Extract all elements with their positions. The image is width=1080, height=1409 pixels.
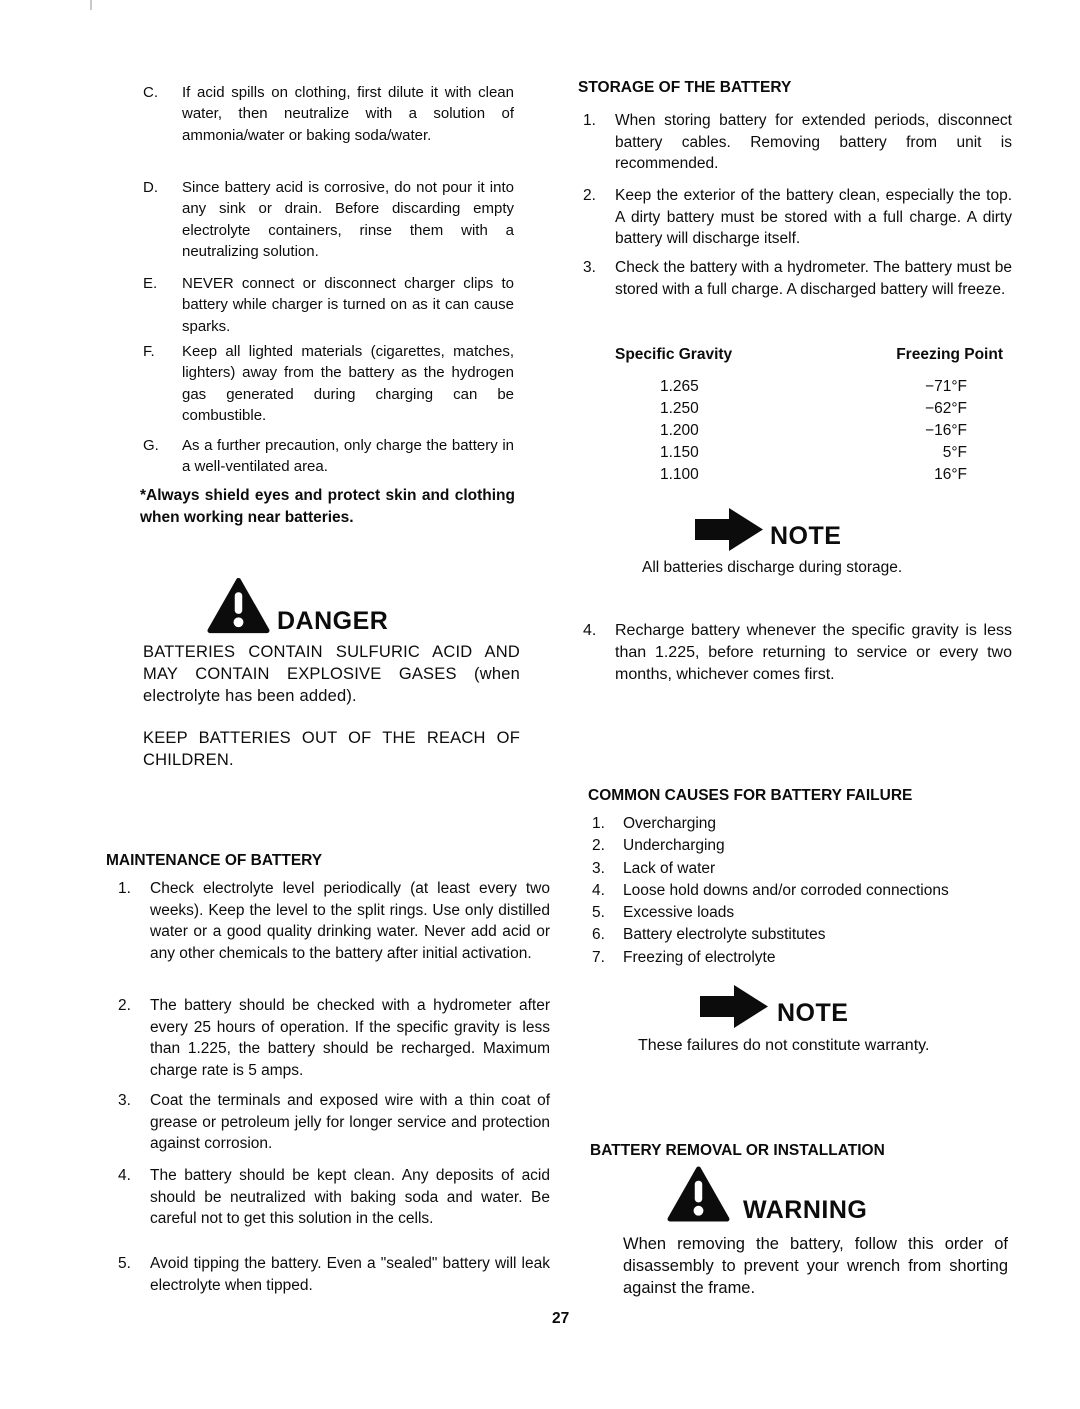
freezing-value: 5°F bbox=[942, 444, 967, 461]
freezing-value: 16°F bbox=[934, 466, 967, 483]
list-item-text: NEVER connect or disconnect charger clips to battery while charger is turned on as it can cause sparks. bbox=[182, 275, 514, 335]
gravity-freezing-table bbox=[583, 345, 1003, 497]
gravity-value: 1.200 bbox=[660, 422, 699, 439]
list-item-text: Freezing of electrolyte bbox=[623, 948, 776, 966]
list-item-text: Recharge battery whenever the specific gravity is less than 1.225, before returning to service or every two months, whichever comes first. bbox=[615, 622, 1012, 683]
list-item-text: The battery should be checked with a hydrometer after every 25 hours of operation. If the specific gravity is less than 1.225, the battery should be recharged. Maximum charge rate is 5 amps. bbox=[150, 997, 550, 1079]
table-row bbox=[583, 399, 1003, 419]
list-item bbox=[592, 924, 1022, 946]
list-item-text: Undercharging bbox=[623, 837, 725, 855]
scan-artifact bbox=[90, 0, 92, 10]
list-item bbox=[583, 185, 1012, 250]
list-item-label: 3. bbox=[592, 859, 605, 877]
freezing-value: −16°F bbox=[925, 422, 967, 439]
danger-paragraph-1: BATTERIES CONTAIN SULFURIC ACID AND MAY CONTAIN EXPLOSIVE GASES (when electrolyte has been added). bbox=[143, 643, 520, 705]
table-row bbox=[583, 421, 1003, 441]
table-col1-header: Specific Gravity bbox=[615, 346, 733, 363]
list-item bbox=[118, 995, 550, 1081]
list-item bbox=[592, 858, 1022, 880]
list-item-label: 1. bbox=[118, 880, 131, 897]
note-arrow-icon bbox=[695, 508, 763, 551]
list-item-text: Lack of water bbox=[623, 859, 716, 877]
list-item-label: E. bbox=[143, 275, 158, 292]
note-text: These failures do not constitute warranty. bbox=[638, 1037, 930, 1054]
list-item-text: When storing battery for extended periods, disconnect battery cables. Removing battery from unit is recommended. bbox=[615, 112, 1012, 172]
freezing-value: −62°F bbox=[925, 400, 967, 417]
list-item-label: 2. bbox=[118, 997, 131, 1014]
warning-triangle-icon bbox=[667, 1166, 730, 1223]
danger-paragraph-2: KEEP BATTERIES OUT OF THE REACH OF CHILDREN. bbox=[143, 729, 520, 769]
list-item-label: 3. bbox=[118, 1092, 131, 1109]
gravity-value: 1.265 bbox=[660, 378, 699, 395]
table-row bbox=[583, 377, 1003, 397]
list-item bbox=[143, 435, 514, 478]
list-item-text: If acid spills on clothing, first dilute it with clean water, then neutralize with a solution of ammonia/water or baking soda/water. bbox=[182, 84, 514, 144]
gravity-value: 1.150 bbox=[660, 444, 699, 461]
list-item bbox=[583, 257, 1012, 300]
list-item bbox=[143, 82, 514, 146]
gravity-value: 1.100 bbox=[660, 466, 699, 483]
list-item-text: Excessive loads bbox=[623, 904, 735, 922]
danger-heading: DANGER bbox=[277, 607, 389, 635]
list-item-label: 5. bbox=[118, 1255, 131, 1272]
list-item bbox=[592, 902, 1022, 924]
list-item-label: 5. bbox=[592, 904, 605, 922]
list-item bbox=[143, 341, 514, 426]
list-item bbox=[592, 947, 1022, 969]
list-item-label: D. bbox=[143, 179, 158, 196]
freezing-value: −71°F bbox=[925, 378, 967, 395]
failure-heading: COMMON CAUSES FOR BATTERY FAILURE bbox=[588, 787, 913, 804]
list-item-text: Loose hold downs and/or corroded connections bbox=[623, 881, 949, 899]
list-item-text: Check electrolyte level periodically (at least every two weeks). Keep the level to the split rings. Use only distilled water or a good quality drinking water. Never add acid or any other chemicals to the battery after initial activation. bbox=[150, 880, 550, 962]
list-item bbox=[583, 110, 1012, 175]
list-item bbox=[592, 813, 1022, 835]
list-item-text: Coat the terminals and exposed wire with a thin coat of grease or petroleum jelly for longer service and protection against corrosion. bbox=[150, 1092, 550, 1152]
list-item-label: 2. bbox=[583, 187, 596, 204]
table-row bbox=[583, 465, 1003, 485]
list-item bbox=[143, 273, 514, 337]
table-row bbox=[583, 443, 1003, 463]
list-item-label: 4. bbox=[592, 881, 605, 899]
list-item-label: 2. bbox=[592, 837, 605, 855]
maintenance-heading: MAINTENANCE OF BATTERY bbox=[106, 852, 323, 869]
list-item-label: 4. bbox=[118, 1167, 131, 1184]
failure-list bbox=[592, 813, 1022, 969]
list-item bbox=[592, 835, 1022, 857]
list-item-text: The battery should be kept clean. Any deposits of acid should be neutralized with baking soda and water. Be careful not to get this solution in the cells. bbox=[150, 1167, 550, 1227]
list-item-text: Avoid tipping the battery. Even a "sealed" battery will leak electrolyte when tipped. bbox=[150, 1255, 550, 1294]
removal-heading: BATTERY REMOVAL OR INSTALLATION bbox=[590, 1142, 885, 1159]
list-item bbox=[592, 880, 1022, 902]
list-item-text: Check the battery with a hydrometer. The battery must be stored with a full charge. A discharged battery will freeze. bbox=[615, 259, 1012, 298]
list-item bbox=[118, 1090, 550, 1155]
table-col2-header: Freezing Point bbox=[896, 346, 1003, 363]
danger-triangle-icon bbox=[207, 577, 270, 635]
note-arrow-icon bbox=[700, 985, 768, 1028]
list-item-label: 6. bbox=[592, 926, 605, 944]
list-item-label: 7. bbox=[592, 948, 605, 966]
list-item-label: 3. bbox=[583, 259, 596, 276]
warning-heading: WARNING bbox=[743, 1196, 868, 1224]
storage-heading: STORAGE OF THE BATTERY bbox=[578, 79, 792, 96]
list-item-label: 1. bbox=[592, 815, 605, 832]
note-heading: NOTE bbox=[770, 522, 842, 550]
list-item-text: Keep the exterior of the battery clean, especially the top. A dirty battery must be stored with a full charge. A dirty battery will discharge itself. bbox=[615, 187, 1012, 247]
list-item bbox=[143, 177, 514, 262]
warning-text: When removing the battery, follow this order of disassembly to prevent your wrench from shorting against the frame. bbox=[623, 1235, 1008, 1297]
list-item bbox=[118, 1165, 550, 1230]
page-number: 27 bbox=[552, 1310, 570, 1327]
list-item-label: F. bbox=[143, 343, 155, 360]
list-item-text: Since battery acid is corrosive, do not pour it into any sink or drain. Before discarding empty electrolyte containers, rinse them with a neutralizing solution. bbox=[182, 179, 514, 260]
list-item bbox=[118, 878, 550, 964]
note-text: All batteries discharge during storage. bbox=[642, 559, 903, 576]
gravity-value: 1.250 bbox=[660, 400, 699, 417]
list-item-text: As a further precaution, only charge the battery in a well-ventilated area. bbox=[182, 437, 514, 476]
list-item-label: C. bbox=[143, 84, 158, 101]
list-item-label: 1. bbox=[583, 112, 596, 129]
list-item-label: G. bbox=[143, 437, 159, 454]
list-item-text: Overcharging bbox=[623, 815, 717, 832]
list-item-text: Battery electrolyte substitutes bbox=[623, 926, 826, 944]
shield-eyes-note: *Always shield eyes and protect skin and clothing when working near batteries. bbox=[140, 487, 515, 526]
list-item-label: 4. bbox=[583, 622, 597, 639]
list-item-text: Keep all lighted materials (cigarettes, matches, lighters) away from the battery as the hydrogen gas generated during charging can be combustible. bbox=[182, 343, 514, 424]
list-item bbox=[583, 620, 1012, 685]
list-item bbox=[118, 1253, 550, 1296]
note-heading: NOTE bbox=[777, 999, 849, 1027]
